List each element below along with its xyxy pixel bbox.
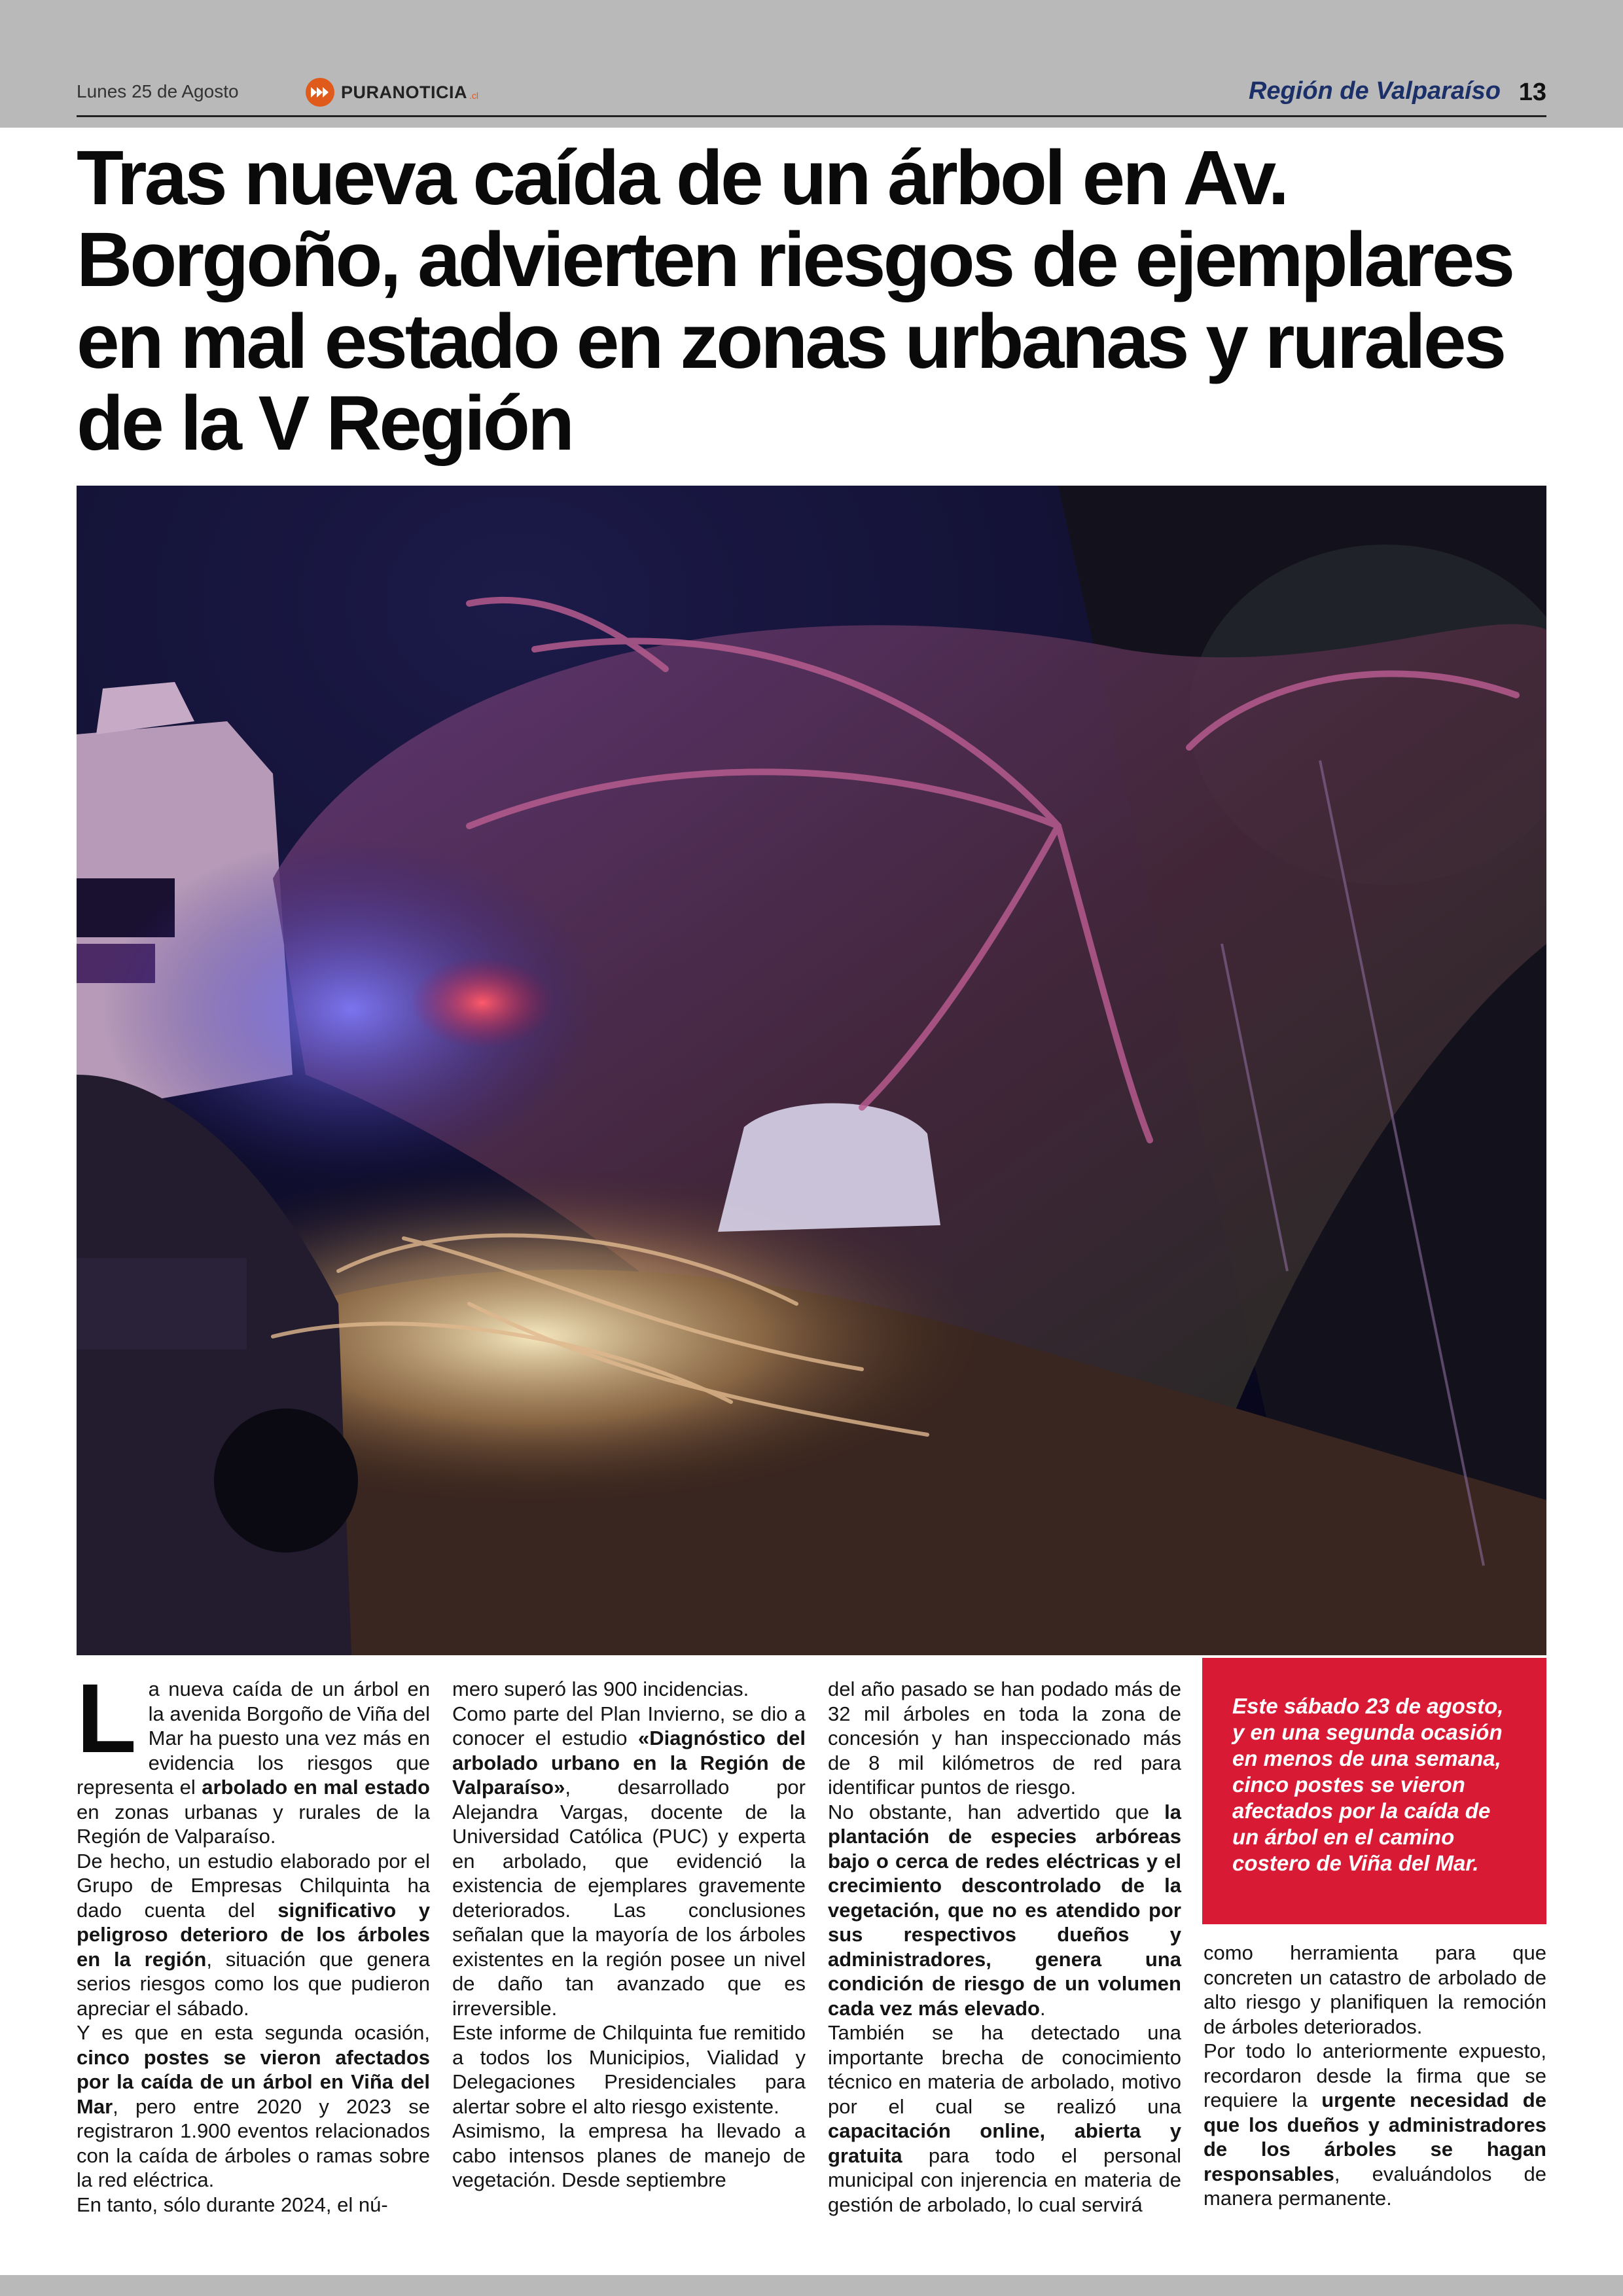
drop-cap: L: [77, 1663, 137, 1773]
paragraph: Este informe de Chilquinta fue remitido a todos los Municipios, Vialidad y Delegaciones Presidenciales para alertar sobre el alto riesgo existente.: [452, 2021, 806, 2118]
logo-suffix: .cl: [469, 90, 478, 101]
section-title: Región de Valparaíso: [1248, 77, 1501, 105]
paragraph: del año pasado se han podado más de 32 mil árboles en toda la zona de concesión y han inspeccionado más de 8 mil kilómetros de red para identificar puntos de riesgo.: [828, 1677, 1181, 1799]
issue-date: Lunes 25 de Agosto: [77, 81, 239, 101]
article-headline: Tras nueva caída de un árbol en Av. Borgoño, advierten riesgos de ejemplares en mal estado en zonas urbanas y rurales de la V Región: [77, 135, 1513, 467]
text-run: en zonas urbanas y rurales de la Región de Valparaíso.: [77, 1800, 430, 1848]
text-run: Como parte del Plan Invierno, se dio a conocer el estudio: [452, 1702, 806, 1749]
text-run: , desarrollado por Alejandra Vargas, docente de la Universidad Católica (PUC) y experta en arbolado, que evidenció la existencia de ejemplares gravemente deteriorados. Las conclusiones señalan que la mayoría de los árboles existentes en la región posee un nivel de daño tan avanzado que es irreversible.: [452, 1776, 806, 2020]
text-run: , evaluándolos de manera permanente.: [1204, 2162, 1546, 2210]
paragraph: [77, 2020, 430, 2193]
paragraph: [828, 1800, 1181, 2021]
page-header: [77, 71, 1546, 117]
paragraph: como herramienta para que concreten un catastro de arbolado de alto riesgo y planifiquen la remoción de árboles deteriorados.: [1204, 1941, 1546, 2038]
bottom-band: [0, 2275, 1623, 2296]
article-column-1: [77, 1663, 430, 2217]
bold-run: arbolado en mal estado: [202, 1776, 430, 1799]
bold-run: la plantación de especies arbóreas bajo o cerca de redes eléctricas y el crecimiento descontrolado de la vegetación, que no es atendido por sus respectivos dueños y administradores, genera una condición de riesgo de un volumen cada vez más elevado: [828, 1800, 1181, 2020]
text-run: De hecho, un estudio elaborado por el Grupo de Empresas Chilquinta ha dado cuenta del: [77, 1849, 430, 1922]
puranoticia-logo: [306, 76, 478, 109]
logo-wordmark: PURANOTICIA: [341, 82, 467, 102]
article-column-3: [828, 1677, 1181, 2217]
text-run: .: [1039, 1996, 1046, 2020]
pull-quote-box: [1202, 1658, 1546, 1924]
text-run: a nueva caída de un árbol en la avenida Borgoño de Viña del Mar ha puesto una vez más en evidencia los riesgos que representa el: [77, 1677, 430, 1799]
paragraph: En tanto, sólo durante 2024, el nú-: [77, 2193, 388, 2216]
article-column-4: [1204, 1941, 1546, 2211]
text-run: Y es que en esta segunda ocasión,: [77, 2021, 430, 2044]
text-run: También se ha detectado una importante brecha de conocimiento técnico en materia de arbolado, motivo por el cual se realizó una: [828, 2021, 1181, 2118]
bold-run: significativo y peligroso deterioro de los árboles en la región: [77, 1898, 430, 1971]
bold-run: «Diagnóstico del arbolado urbano en la Región de Valparaíso»: [452, 1727, 806, 1799]
text-run: , situación que genera serios riesgos como los que pudieron apreciar el sábado.: [77, 1947, 430, 2020]
paragraph: Asimismo, la empresa ha llevado a cabo intensos planes de manejo de vegetación. Desde septiembre: [452, 2119, 806, 2191]
text-run: , pero entre 2020 y 2023 se registraron 1.900 eventos relacionados con la caída de árboles o ramas sobre la red eléctrica.: [77, 2094, 430, 2191]
pull-quote-text: Este sábado 23 de agosto, y en una segunda ocasión en menos de una semana, cinco postes se vieron afectados por la caída de un árbol en el camino costero de Viña del Mar.: [1232, 1694, 1504, 1875]
article-column-2: [452, 1677, 806, 2193]
header-divider: [77, 115, 1546, 117]
paragraph: [77, 1849, 430, 2021]
text-run: para todo el personal municipal con injerencia en materia de gestión de arbolado, lo cual servirá: [828, 2144, 1181, 2216]
page-number: 13: [1518, 79, 1546, 106]
paragraph: mero superó las 900 incidencias.: [452, 1677, 749, 1700]
paragraph: [452, 1702, 806, 2021]
fallen-tree-photo: [77, 486, 1546, 1655]
bold-run: capacitación online, abierta y gratuita: [828, 2119, 1181, 2167]
bold-run: urgente necesidad de que los dueños y administradores de los árboles se hagan responsables: [1204, 2089, 1546, 2185]
photo-illustration: [77, 486, 1546, 1655]
text-run: Por todo lo anteriormente expuesto, recordaron desde la firma que se requiere la: [1204, 2039, 1546, 2111]
text-run: No obstante, han advertido que: [828, 1800, 1165, 1823]
paragraph: [1204, 2039, 1546, 2211]
bold-run: cinco postes se vieron afectados por la caída de un árbol en Viña del Mar: [77, 2045, 430, 2118]
paragraph: [828, 2020, 1181, 2217]
play-chevrons-icon: [306, 78, 334, 107]
